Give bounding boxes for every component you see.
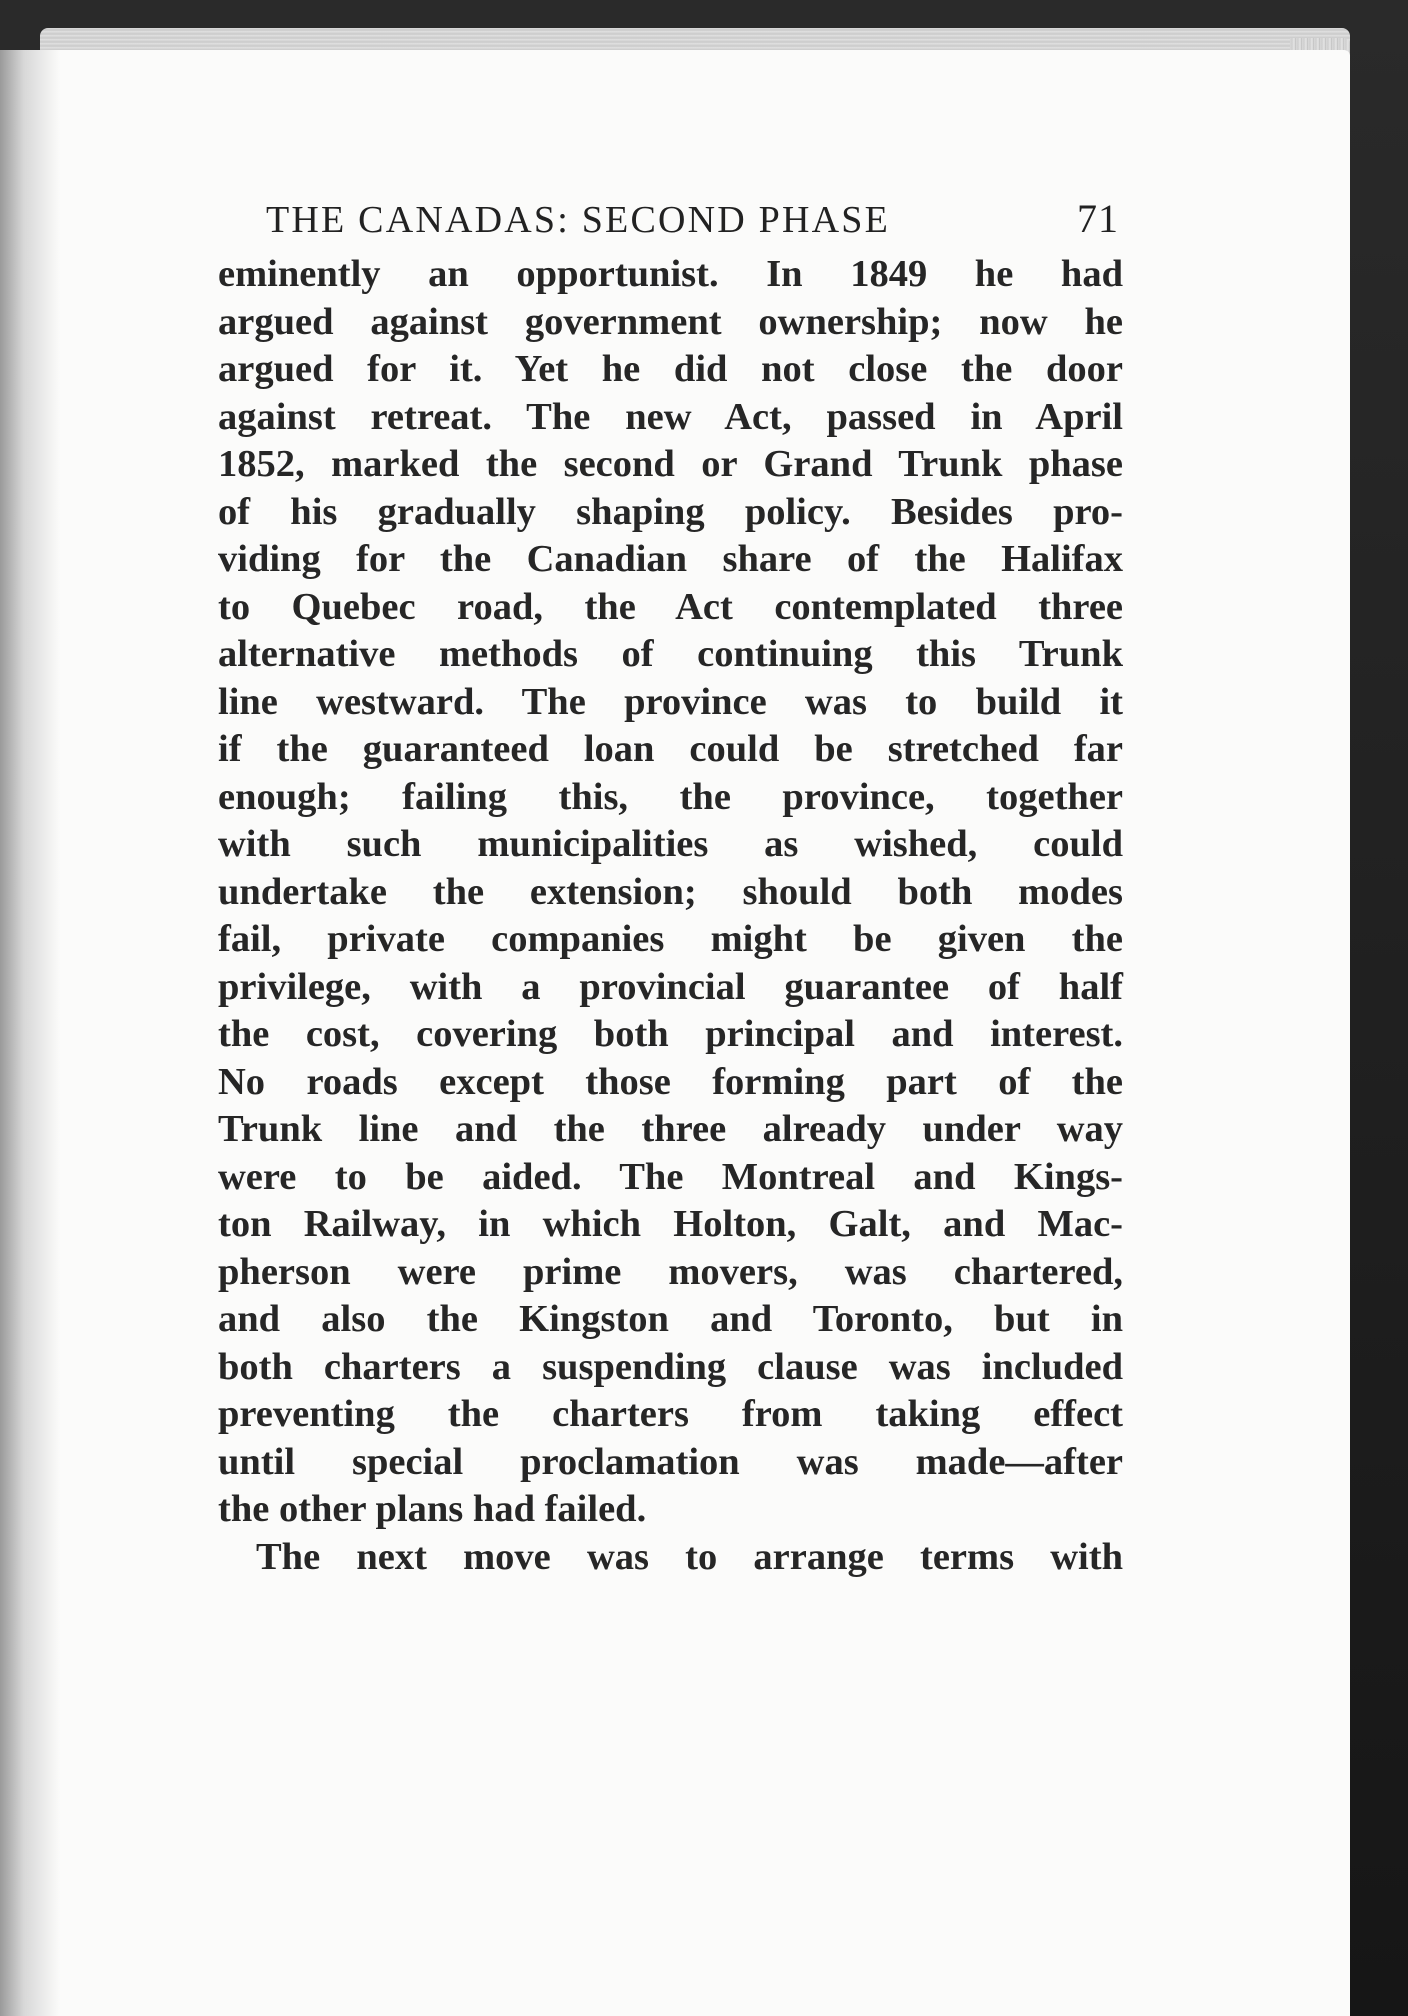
body-line: of his gradually shaping policy. Besides pro- [218,490,1123,533]
body-line: line westward. The province was to build it [218,680,1123,723]
body-line: No roads except those forming part of the [218,1060,1123,1103]
body-line-paragraph-start: The next move was to arrange terms with [256,1535,1123,1578]
body-line: privilege, with a provincial guarantee of half [218,965,1123,1008]
body-line: alternative methods of continuing this Trunk [218,633,1123,675]
body-line: undertake the extension; should both modes [218,870,1123,913]
body-line: 1852, marked the second or Grand Trunk phase [218,443,1123,485]
body-line: both charters a suspending clause was included [218,1345,1123,1388]
gutter-shadow [0,50,60,2016]
body-line: argued for it. Yet he did not close the door [218,348,1123,390]
body-line-paragraph-end: the other plans had failed. [218,1488,647,1530]
body-line: enough; failing this, the province, together [218,775,1123,818]
page-number: 71 [1077,196,1119,241]
body-line: eminently an opportunist. In 1849 he had [218,253,1123,295]
body-line: until special proclamation was made—after [218,1440,1123,1483]
body-line: ton Railway, in which Holton, Galt, and Mac- [218,1203,1123,1245]
body-line: and also the Kingston and Toronto, but in [218,1298,1123,1340]
body-line: viding for the Canadian share of the Halifax [218,538,1123,580]
body-line: to Quebec road, the Act contemplated three [218,585,1123,628]
body-line: argued against government ownership; now he [218,300,1123,343]
body-line: fail, private companies might be given the [218,918,1123,960]
running-head [266,195,1123,251]
body-line: with such municipalities as wished, could [218,823,1123,865]
text-block [218,195,1123,1581]
running-head-title: THE CANADAS: SECOND PHASE [266,199,890,241]
body-line: Trunk line and the three already under way [218,1108,1123,1150]
body-line: were to be aided. The Montreal and Kings- [218,1155,1123,1198]
body-line: against retreat. The new Act, passed in April [218,395,1123,438]
body-line: the cost, covering both principal and interest. [218,1013,1123,1055]
body-line: pherson were prime movers, was chartered, [218,1250,1123,1293]
body-line: if the guaranteed loan could be stretched far [218,728,1123,770]
body-line: preventing the charters from taking effect [218,1393,1123,1435]
